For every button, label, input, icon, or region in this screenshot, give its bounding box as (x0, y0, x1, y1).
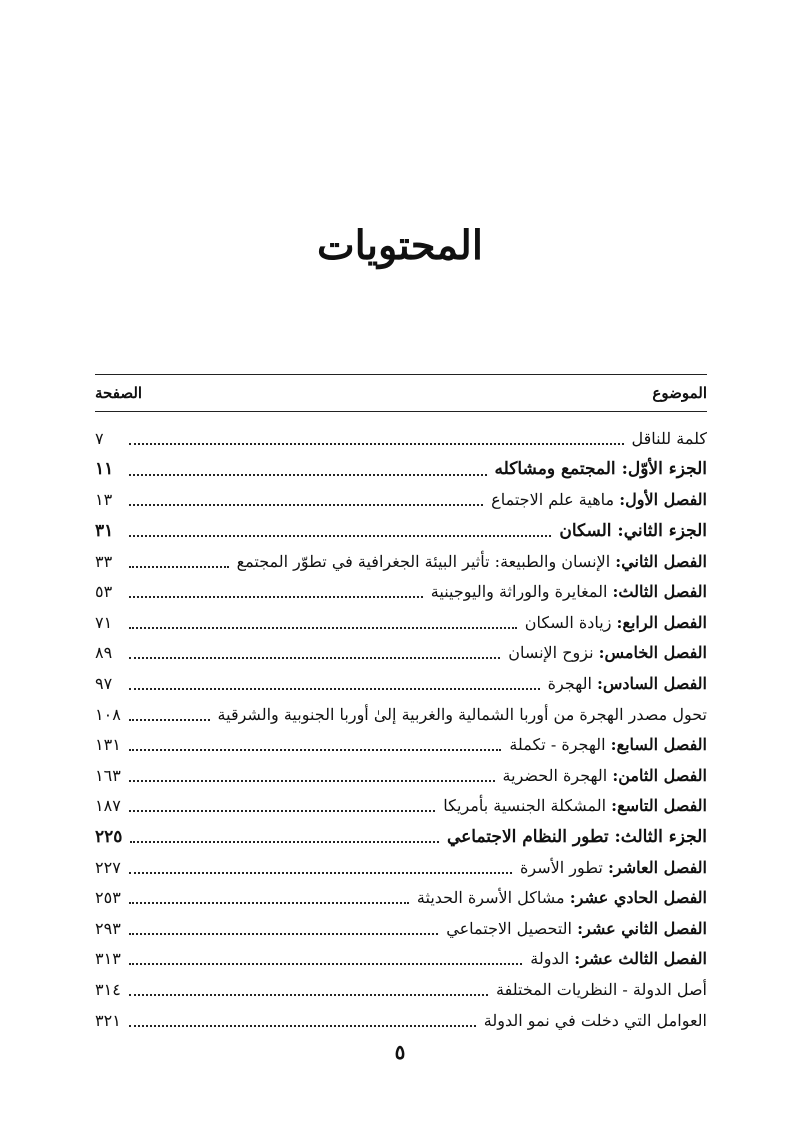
toc-entry[interactable] (95, 730, 707, 761)
toc-entry-title (508, 645, 707, 661)
toc-entry-page: ٧١ (95, 612, 113, 632)
toc-entry-chapter-label: الفصل السادس: (596, 674, 707, 694)
toc-entry-page: ١٣ (95, 490, 113, 510)
toc-entry-title (236, 551, 707, 571)
toc-entry-page: ٣١ (95, 520, 114, 541)
toc-entry-title (496, 979, 707, 999)
toc-entry-title (632, 431, 707, 447)
toc-entry-text: الجزء الثالث: تطور النظام الاجتماعي (446, 826, 707, 847)
toc-entry-title (446, 918, 707, 938)
toc-entry-title (483, 1010, 707, 1030)
toc-entry-title (559, 520, 707, 541)
toc-entry-page: ١٦٣ (95, 765, 121, 785)
dot-leader (129, 872, 512, 874)
toc-entry-page: ٢٩٣ (95, 918, 121, 938)
toc-entry-title (431, 584, 707, 600)
dot-leader (129, 780, 495, 782)
toc-entry-chapter-label: الفصل الثالث: (612, 582, 707, 602)
toc-entry[interactable] (95, 852, 707, 883)
dot-leader (129, 994, 488, 996)
toc-entry-text: تطور الأسرة (520, 857, 603, 877)
toc-entry-page: ١٣١ (95, 735, 121, 755)
toc-entry-chapter-label: الفصل الرابع: (616, 612, 707, 632)
toc-entry[interactable] (95, 638, 707, 669)
toc-entry-title (502, 765, 707, 785)
toc-entry-chapter-label: الفصل الثالث عشر: (574, 949, 707, 969)
toc-entry-chapter-label: الفصل السابع: (610, 735, 707, 755)
toc-entry-title (417, 890, 707, 906)
toc-entry-chapter-label: الفصل الثاني: (615, 551, 707, 571)
dot-leader (129, 657, 500, 659)
toc-entry[interactable] (95, 608, 707, 639)
dot-leader (129, 535, 551, 537)
toc-entry-title (509, 737, 707, 753)
toc-entry-text: كلمة للناقل (631, 429, 707, 449)
toc-entry-title (524, 612, 707, 632)
toc-entry[interactable] (95, 577, 707, 608)
toc-entry-title (446, 826, 707, 847)
toc-entry-text: الجزء الأوّل: المجتمع ومشاكله (494, 459, 707, 480)
toc-entry-chapter-label: الفصل العاشر: (607, 857, 707, 877)
toc-entry[interactable] (95, 485, 707, 516)
toc-entry-page: ٢٥٣ (95, 888, 121, 908)
toc-list (95, 424, 707, 1036)
toc-entry-page: ٩٧ (95, 674, 113, 694)
toc-entry-chapter-label: الفصل التاسع: (611, 796, 707, 816)
toc-entry-page: ٨٩ (95, 643, 113, 663)
toc-entry-text: زيادة السكان (524, 612, 612, 632)
toc-entry-text: الهجرة - تكملة (509, 735, 606, 755)
toc-entry[interactable] (95, 455, 707, 486)
dot-leader (129, 504, 483, 506)
toc-entry[interactable] (95, 822, 707, 853)
toc-entry-text: العوامل التي دخلت في نمو الدولة (483, 1010, 707, 1030)
toc-entry-page: ١١ (95, 459, 114, 480)
toc-entry-title (491, 492, 707, 508)
toc-entry-text: نزوح الإنسان (508, 643, 594, 663)
dot-leader (129, 566, 229, 568)
toc-entry-text: مشاكل الأسرة الحديثة (416, 888, 565, 908)
toc-entry-page: ٣٢١ (95, 1010, 121, 1030)
toc-entry-text: الإنسان والطبيعة: تأثير البيئة الجغرافية في تطوّر المجتمع (236, 551, 611, 571)
dot-leader (129, 749, 501, 751)
dot-leader (129, 688, 540, 690)
toc-entry[interactable] (95, 761, 707, 792)
toc-entry[interactable] (95, 975, 707, 1006)
toc-entry[interactable] (95, 944, 707, 975)
toc-entry-page: ٧ (95, 429, 104, 449)
toc-entry-chapter-label: الفصل الخامس: (598, 643, 707, 663)
toc-header (95, 374, 707, 412)
toc-entry-page: ٢٢٧ (95, 857, 121, 877)
toc-entry-text: أصل الدولة - النظريات المختلفة (496, 979, 707, 999)
toc-entry-text: الدولة (530, 949, 570, 969)
page-column-label: الصفحة (95, 384, 143, 402)
toc-entry-title (520, 857, 707, 877)
toc-entry-text: الهجرة الحضرية (502, 765, 608, 785)
toc-entry-title (495, 461, 707, 478)
toc-entry-title (443, 798, 707, 814)
dot-leader (129, 443, 624, 445)
dot-leader (129, 810, 435, 812)
toc-entry[interactable] (95, 424, 707, 455)
toc-entry[interactable] (95, 516, 707, 547)
toc-entry[interactable] (95, 699, 707, 730)
toc-entry-chapter-label: الفصل الحادي عشر: (569, 888, 707, 908)
toc-entry-title (548, 676, 707, 692)
toc-entry-text: التحصيل الاجتماعي (446, 918, 572, 938)
toc-entry[interactable] (95, 791, 707, 822)
subject-column-label: الموضوع (652, 384, 707, 402)
toc-entry-page: ٢٢٥ (95, 826, 123, 847)
dot-leader (129, 719, 210, 721)
toc-entry-text: المغايرة والوراثة واليوجينية (430, 582, 608, 602)
toc-entry-title (530, 951, 707, 967)
toc-entry-page: ٥٣ (95, 582, 113, 602)
toc-entry-chapter-label: الفصل الثامن: (612, 765, 707, 785)
dot-leader (129, 627, 517, 629)
dot-leader (129, 474, 487, 476)
toc-entry-page: ٣١٣ (95, 949, 121, 969)
toc-entry-title (217, 704, 707, 724)
toc-entry[interactable] (95, 669, 707, 700)
dot-leader (130, 841, 439, 843)
dot-leader (129, 963, 522, 965)
dot-leader (129, 933, 438, 935)
dot-leader (129, 902, 409, 904)
dot-leader (129, 1025, 476, 1027)
toc-entry-text: ماهية علم الاجتماع (491, 490, 615, 510)
toc-entry-text: الجزء الثاني: السكان (559, 520, 707, 541)
toc-entry-page: ٣١٤ (95, 979, 121, 999)
toc-entry[interactable] (95, 1005, 707, 1036)
toc-entry[interactable] (95, 914, 707, 945)
dot-leader (129, 596, 423, 598)
toc-entry[interactable] (95, 546, 707, 577)
toc-entry-page: ١٨٧ (95, 796, 121, 816)
toc-entry-page: ٣٣ (95, 551, 113, 571)
page-number: ٥ (394, 1040, 406, 1064)
toc-entry-page: ١٠٨ (95, 704, 121, 724)
toc-entry-text: المشكلة الجنسية بأمريكا (443, 796, 607, 816)
toc-entry-text: تحول مصدر الهجرة من أوربا الشمالية والغربية إلىٰ أوربا الجنوبية والشرقية (217, 704, 707, 724)
toc-entry-chapter-label: الفصل الثاني عشر: (577, 918, 707, 938)
toc-entry-chapter-label: الفصل الأول: (619, 490, 707, 510)
toc-entry-text: الهجرة (547, 674, 592, 694)
page-title: المحتويات (317, 222, 483, 269)
toc-entry[interactable] (95, 883, 707, 914)
